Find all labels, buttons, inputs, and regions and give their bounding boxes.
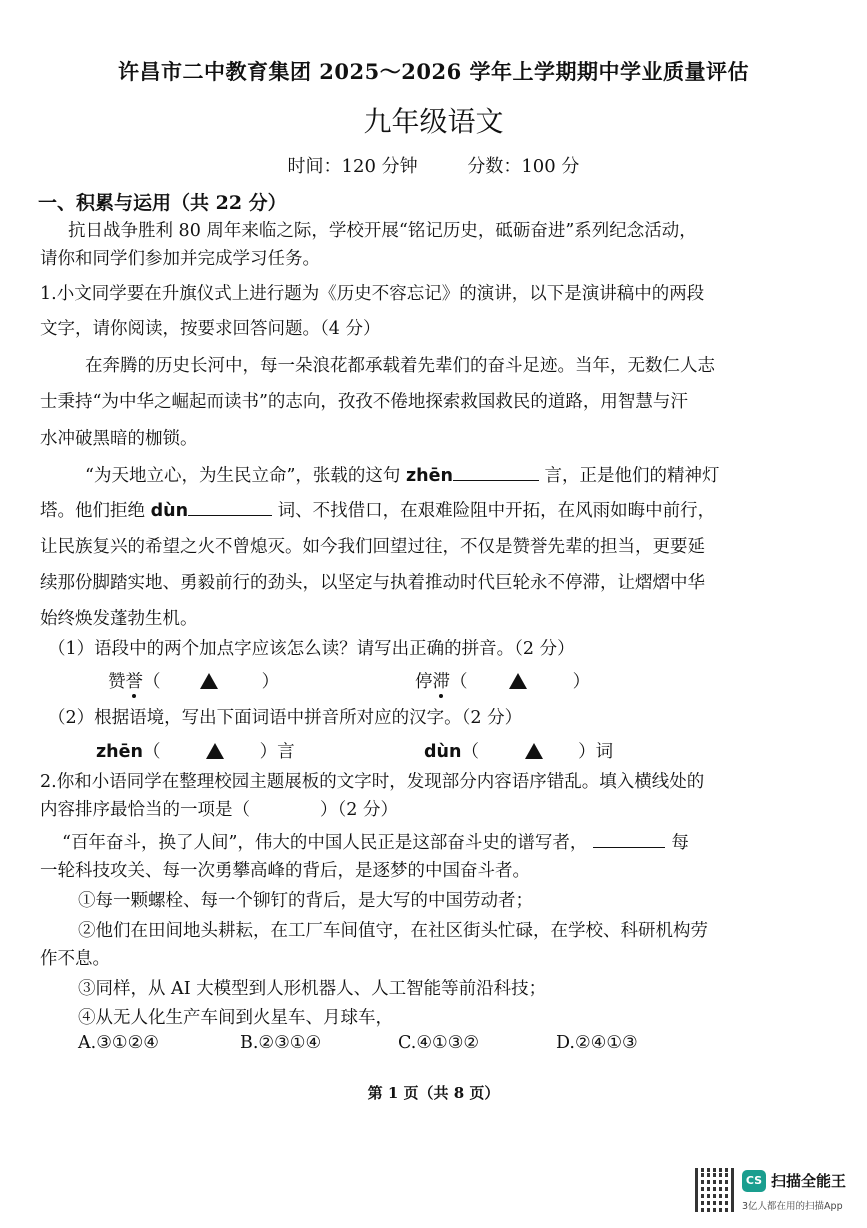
question-2-stem: 2.你和小语同学在整理校园主题展板的文字时，发现部分内容语序错乱。填入横线处的	[40, 772, 705, 792]
paren-open: （	[450, 672, 468, 692]
dotted-char: 滞	[432, 672, 450, 692]
pinyin-zhen: zhēn	[405, 466, 453, 486]
question-1-stem: 1.小文同学要在升旗仪式上进行题为《历史不容忘记》的演讲，以下是演讲稿中的两段	[40, 284, 705, 304]
exam-title: 许昌市二中教育集团 2025～2026 学年上学期期中学业质量评估	[117, 59, 749, 84]
passage-line: 始终焕发蓬勃生机。	[40, 609, 198, 629]
section-intro-line: 抗日战争胜利 80 周年来临之际，学校开展“铭记历史，砥砺奋进”系列纪念活动，	[68, 221, 697, 241]
sub-question-2: （2）根据语境，写出下面词语中拼音所对应的汉字。（2 分）	[48, 708, 523, 728]
paren-tail: ）言	[259, 742, 295, 762]
passage-text: 词、不找借口，在艰难险阻中开拓，在风雨如晦中前行，	[277, 501, 716, 521]
passage-line	[40, 497, 715, 522]
choice-a[interactable]: A.③①②④	[78, 1033, 159, 1053]
time-limit: 时间：120 分钟	[287, 156, 418, 177]
passage-text: “百年奋斗，换了人间”，伟大的中国人民正是这部奋斗史的谱写者，	[62, 833, 588, 853]
passage-line: 一轮科技攻关、每一次勇攀高峰的背后，是逐梦的中国奋斗者。	[40, 861, 530, 881]
dotted-char: 誉	[125, 672, 143, 692]
passage-line: 让民族复兴的希望之火不曾熄灭。如今我们回望过往，不仅是赞誉先辈的担当，更要延	[40, 537, 705, 557]
question-2-stem	[40, 796, 398, 821]
paren-open: （	[461, 742, 479, 762]
option-item: ②他们在田间地头耕耘，在工厂车间值守，在社区街头忙碌，在学校、科研机构劳	[78, 921, 708, 941]
paren-open: （	[142, 742, 161, 762]
sub-question-1: （1）语段中的两个加点字应该怎么读？请写出正确的拼音。（2 分）	[48, 639, 575, 659]
page-number: 第 1 页（共 8 页）	[367, 1084, 500, 1102]
passage-text: 言，正是他们的精神灯	[544, 466, 720, 486]
scanner-logo-icon: CS	[742, 1170, 766, 1192]
exam-meta	[0, 152, 867, 178]
stem-text: 内容排序最恰当的一项是（	[40, 800, 250, 820]
paren-close: ）	[572, 672, 591, 692]
triangle-icon[interactable]	[509, 673, 527, 689]
section-heading: 一、积累与运用（共 22 分）	[38, 192, 287, 214]
passage-line: 续那份脚踏实地、勇毅前行的劲头，以坚定与执着推动时代巨轮永不停滞，让熠熠中华	[40, 573, 705, 593]
triangle-icon[interactable]	[200, 673, 218, 689]
choice-c[interactable]: C.④①③②	[398, 1033, 480, 1053]
scanner-tagline: 3亿人都在用的扫描App	[742, 1201, 843, 1212]
option-item: ④从无人化生产车间到火星车、月球车，	[78, 1008, 393, 1028]
choice-b[interactable]: B.②③①④	[240, 1033, 322, 1053]
option-item: ③同样，从 AI 大模型到人形机器人、人工智能等前沿科技；	[78, 979, 547, 999]
word-char: 停	[415, 672, 433, 692]
triangle-icon[interactable]	[525, 743, 543, 759]
paren-tail: ）词	[578, 742, 614, 762]
qr-code-icon	[695, 1168, 735, 1212]
passage-line	[62, 829, 689, 854]
total-score: 分数：100 分	[467, 156, 580, 177]
paren-open: （	[143, 672, 161, 692]
passage-line: 在奔腾的历史长河中，每一朵浪花都承载着先辈们的奋斗足迹。当年，无数仁人志	[85, 356, 715, 376]
hanzi-answer-row	[424, 738, 613, 763]
section-intro-line: 请你和同学们参加并完成学习任务。	[40, 249, 320, 269]
paren-close: ）	[261, 672, 280, 692]
stem-text: ）（2 分）	[320, 800, 398, 820]
passage-line: 士秉持“为中华之崛起而读书”的志向，孜孜不倦地探索救国救民的道路，用智慧与汗	[40, 392, 688, 412]
pinyin-answer-row	[415, 668, 590, 693]
pinyin-answer-row	[108, 668, 279, 693]
question-1-stem: 文字，请你阅读，按要求回答问题。（4 分）	[40, 319, 381, 339]
option-item: ①每一颗螺栓、每一个铆钉的背后，是大写的中国劳动者；	[78, 891, 533, 911]
exam-subtitle: 九年级语文	[363, 105, 504, 138]
passage-line	[85, 462, 720, 487]
answer-blank[interactable]	[453, 462, 539, 481]
passage-text: 塔。他们拒绝	[40, 501, 145, 521]
passage-text: 每	[671, 833, 689, 853]
triangle-icon[interactable]	[206, 743, 224, 759]
option-item: 作不息。	[40, 949, 110, 969]
pinyin-dun: dùn	[424, 742, 462, 762]
answer-blank[interactable]	[593, 829, 665, 848]
hanzi-answer-row	[96, 738, 295, 763]
word-char: 赞	[108, 672, 126, 692]
pinyin-dun: dùn	[150, 501, 189, 521]
passage-text: “为天地立心，为生民立命”，张载的这句	[85, 466, 401, 486]
pinyin-zhen: zhēn	[96, 742, 143, 762]
answer-blank[interactable]	[188, 497, 272, 516]
scanner-app-name: 扫描全能王	[771, 1172, 847, 1190]
passage-line: 水冲破黑暗的枷锁。	[40, 429, 198, 449]
choice-d[interactable]: D.②④①③	[556, 1033, 638, 1053]
